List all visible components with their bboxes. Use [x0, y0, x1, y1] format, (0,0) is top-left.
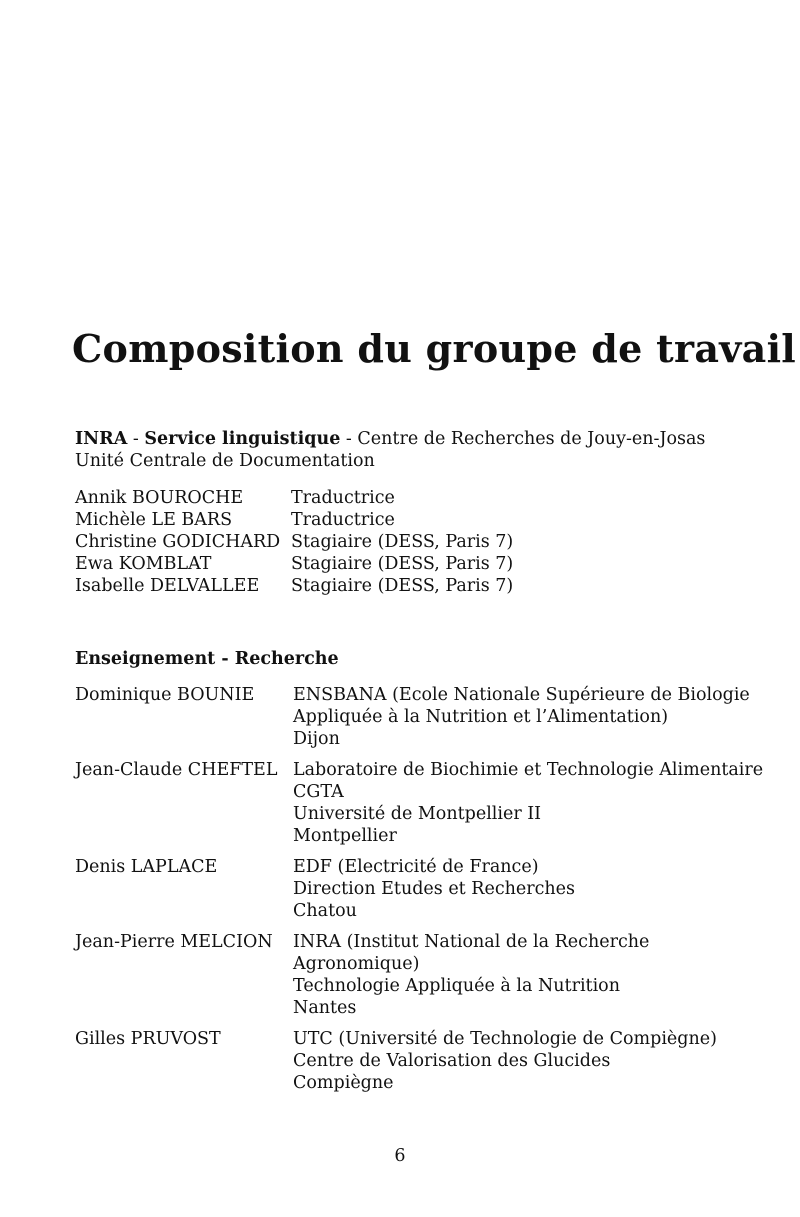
affiliation-line: CGTA: [293, 782, 344, 802]
inra-section: [75, 428, 745, 597]
member-name: Michèle LE BARS: [75, 510, 233, 530]
affiliation-line: Appliquée à la Nutrition et l’Alimentation): [293, 707, 669, 727]
member-name: Denis LAPLACE: [75, 857, 218, 877]
member-affiliation: [293, 1028, 745, 1094]
member-name: Ewa KOMBLAT: [75, 554, 212, 574]
affiliation-line: Dijon: [293, 729, 340, 749]
member-row: [75, 487, 745, 509]
member-entry: [75, 931, 745, 1019]
teaching-member-list: [75, 684, 764, 1094]
affiliation-line: Montpellier: [293, 826, 397, 846]
member-affiliation: [293, 856, 745, 922]
member-role: Traductrice: [291, 510, 395, 530]
member-row: [75, 531, 745, 553]
member-role: Stagiaire (DESS, Paris 7): [291, 576, 514, 596]
affiliation-line: Laboratoire de Biochimie et Technologie Alimentaire: [293, 760, 764, 780]
member-entry: [75, 759, 764, 847]
affiliation-line: Agronomique): [293, 954, 420, 974]
inra-org: INRA: [75, 429, 128, 449]
affiliation-line: EDF (Electricité de France): [293, 857, 539, 877]
member-entry: [75, 856, 745, 922]
member-name: Christine GODICHARD: [75, 532, 281, 552]
member-name: Isabelle DELVALLEE: [75, 576, 260, 596]
member-entry: [75, 1028, 745, 1094]
member-name: Gilles PRUVOST: [75, 1029, 221, 1049]
inra-heading: [75, 428, 745, 450]
member-row: [75, 553, 745, 575]
member-name: Jean-Claude CHEFTEL: [75, 760, 278, 780]
member-name: Jean-Pierre MELCION: [75, 932, 273, 952]
teaching-heading: Enseignement - Recherche: [75, 649, 339, 669]
member-name: Annik BOUROCHE: [75, 488, 244, 508]
member-role: Stagiaire (DESS, Paris 7): [291, 532, 514, 552]
inra-separator-1: -: [127, 429, 145, 449]
member-role: Stagiaire (DESS, Paris 7): [291, 554, 514, 574]
affiliation-line: Université de Montpellier II: [293, 804, 542, 824]
inra-member-list: [75, 487, 745, 597]
member-entry: [75, 684, 750, 750]
affiliation-line: Nantes: [293, 998, 357, 1018]
affiliation-line: Compiègne: [293, 1073, 394, 1093]
affiliation-line: INRA (Institut National de la Recherche: [293, 932, 650, 952]
affiliation-line: Centre de Valorisation des Glucides: [293, 1051, 611, 1071]
member-affiliation: [293, 759, 763, 847]
member-row: [75, 509, 745, 531]
member-name: Dominique BOUNIE: [75, 685, 255, 705]
page-number: 6: [394, 1146, 406, 1166]
affiliation-line: ENSBANA (Ecole Nationale Supérieure de Biologie: [293, 685, 750, 705]
affiliation-line: Chatou: [293, 901, 357, 921]
inra-unit: Unité Centrale de Documentation: [75, 451, 375, 471]
inra-service: Service linguistique: [144, 429, 341, 449]
page-title: Composition du groupe de travail: [72, 326, 797, 371]
member-role: Traductrice: [291, 488, 395, 508]
affiliation-line: UTC (Université de Technologie de Compiègne): [293, 1029, 717, 1049]
member-row: [75, 575, 745, 597]
affiliation-line: Technologie Appliquée à la Nutrition: [293, 976, 620, 996]
inra-separator-2: -: [340, 429, 358, 449]
member-affiliation: [293, 684, 750, 750]
teaching-section: [75, 648, 764, 1103]
member-affiliation: [293, 931, 745, 1019]
affiliation-line: Direction Etudes et Recherches: [293, 879, 576, 899]
inra-centre: Centre de Recherches de Jouy-en-Josas: [357, 429, 706, 449]
